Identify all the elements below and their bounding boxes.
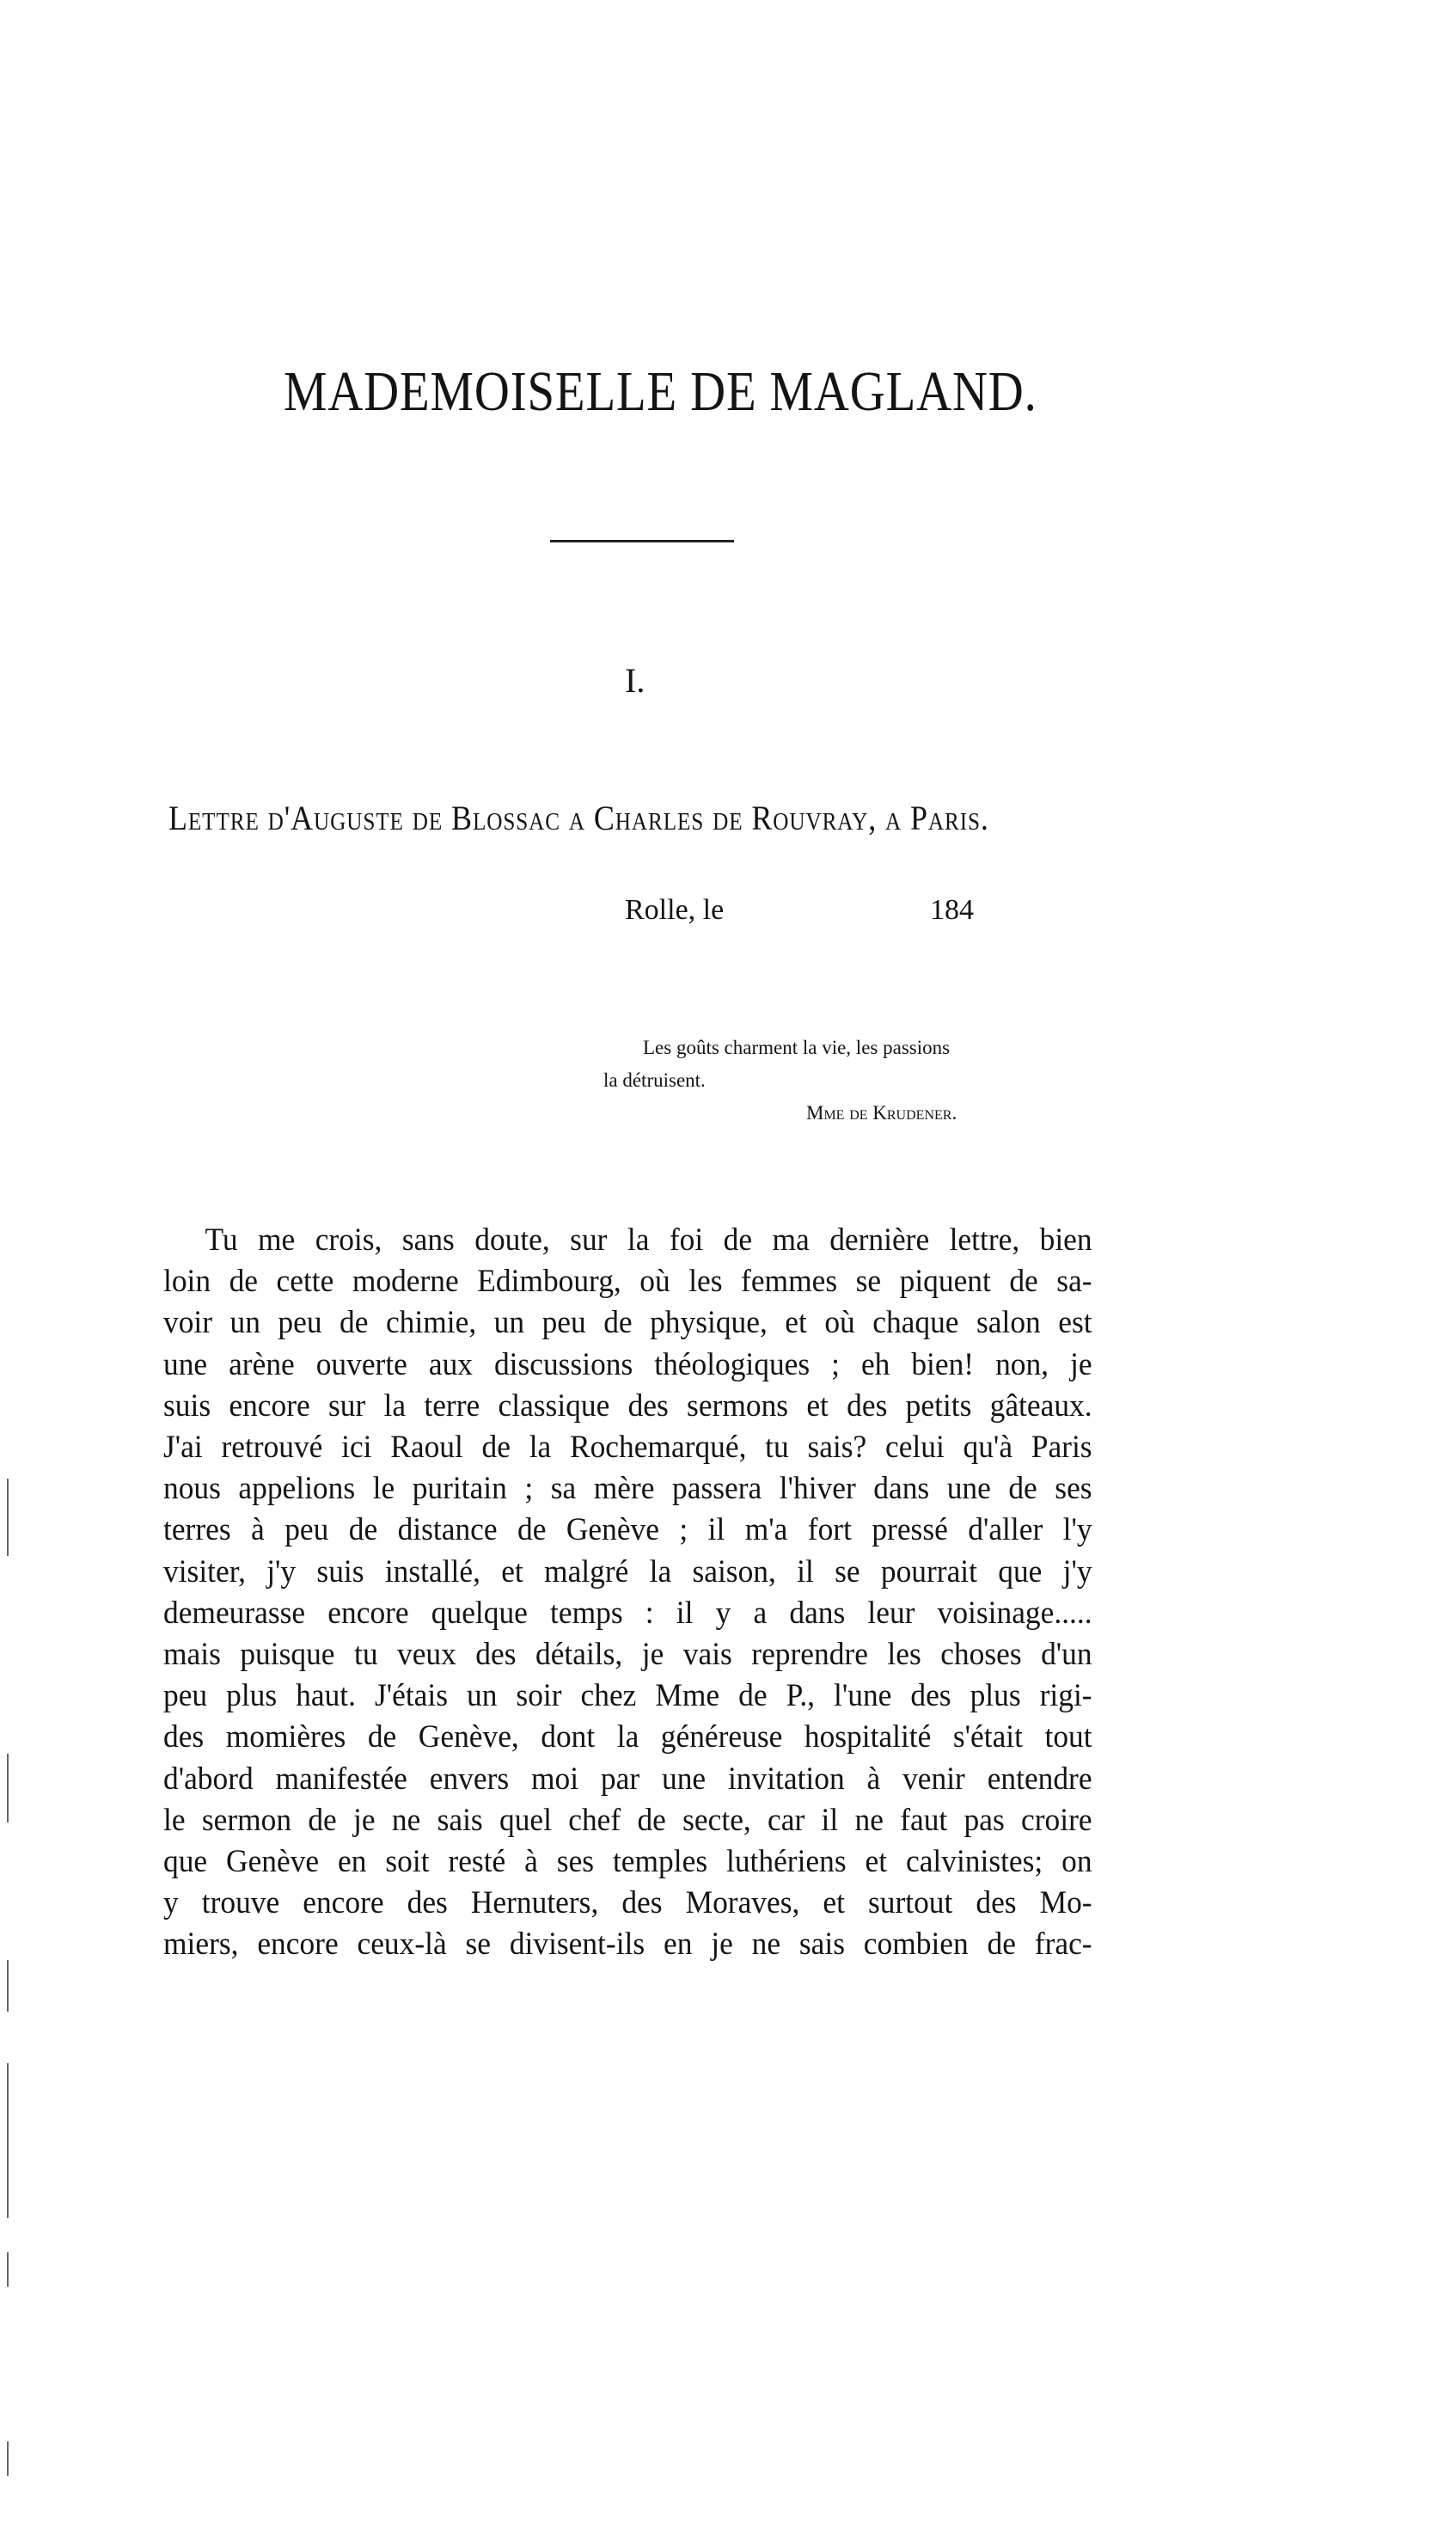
body-line: Tu me crois, sans doute, sur la foi de ma dernière lettre, bien (205, 1222, 1092, 1257)
dateline-year: 184 (930, 894, 974, 926)
scan-margin-mark (7, 1479, 9, 1556)
body-line: des momières de Genève, dont la généreuse hospitalité s'était tout (163, 1718, 1092, 1755)
scan-margin-mark (7, 1754, 9, 1822)
body-text (163, 1219, 1093, 1965)
epigraph-author: Mme de Krudener. (806, 1102, 957, 1124)
body-line: y trouve encore des Hernuters, des Moraves, et surtout des Mo- (163, 1884, 1092, 1920)
epigraph-line-1: Les goûts charment la vie, les passions (643, 1037, 951, 1058)
title-divider (550, 540, 734, 542)
body-line: que Genève en soit resté à ses temples luthériens et calvinistes; on (163, 1843, 1092, 1879)
epigraph (603, 1032, 1098, 1130)
dateline (625, 894, 974, 927)
body-line: J'ai retrouvé ici Raoul de la Rochemarqué, tu sais? celui qu'à Paris (163, 1429, 1092, 1465)
chapter-number: I. (625, 661, 645, 700)
body-line: nous appelions le puritain ; sa mère passera l'hiver dans une de ses (163, 1470, 1092, 1506)
scan-margin-mark (7, 1960, 9, 2012)
scan-margin-mark (7, 2063, 9, 2218)
scan-margin-mark (7, 2252, 9, 2287)
body-line: demeurasse encore quelque temps : il y a dans leur voisinage..... (163, 1594, 1092, 1630)
body-line: une arène ouverte aux discussions théologiques ; eh bien! non, je (163, 1345, 1092, 1381)
body-line: le sermon de je ne sais quel chef de secte, car il ne faut pas croire (163, 1801, 1092, 1837)
body-line: peu plus haut. J'étais un soir chez Mme de P., l'une des plus rigi- (163, 1677, 1092, 1713)
letter-heading: Lettre d'Auguste de Blossac a Charles de Rouvray, a Paris. (168, 799, 989, 837)
body-line: visiter, j'y suis installé, et malgré la saison, il se pourrait que j'y (163, 1553, 1092, 1589)
body-line: terres à peu de distance de Genève ; il m'a fort pressé d'aller l'y (163, 1511, 1092, 1547)
body-line: voir un peu de chimie, un peu de physique, et où chaque salon est (163, 1304, 1092, 1340)
epigraph-line-2: la détruisent. (603, 1069, 706, 1091)
body-line: d'abord manifestée envers moi par une invitation à venir entendre (163, 1760, 1092, 1796)
dateline-place: Rolle, le (625, 894, 725, 926)
page-title: MADEMOISELLE DE MAGLAND. (284, 360, 1037, 423)
body-line: miers, encore ceux-là se divisent-ils en je ne sais combien de frac- (163, 1926, 1092, 1962)
body-line: loin de cette moderne Edimbourg, où les femmes se piquent de sa- (163, 1263, 1092, 1299)
body-line: suis encore sur la terre classique des sermons et des petits gâteaux. (163, 1387, 1092, 1423)
body-line: mais puisque tu veux des détails, je vais reprendre les choses d'un (163, 1636, 1092, 1672)
scan-margin-mark (7, 2441, 9, 2476)
